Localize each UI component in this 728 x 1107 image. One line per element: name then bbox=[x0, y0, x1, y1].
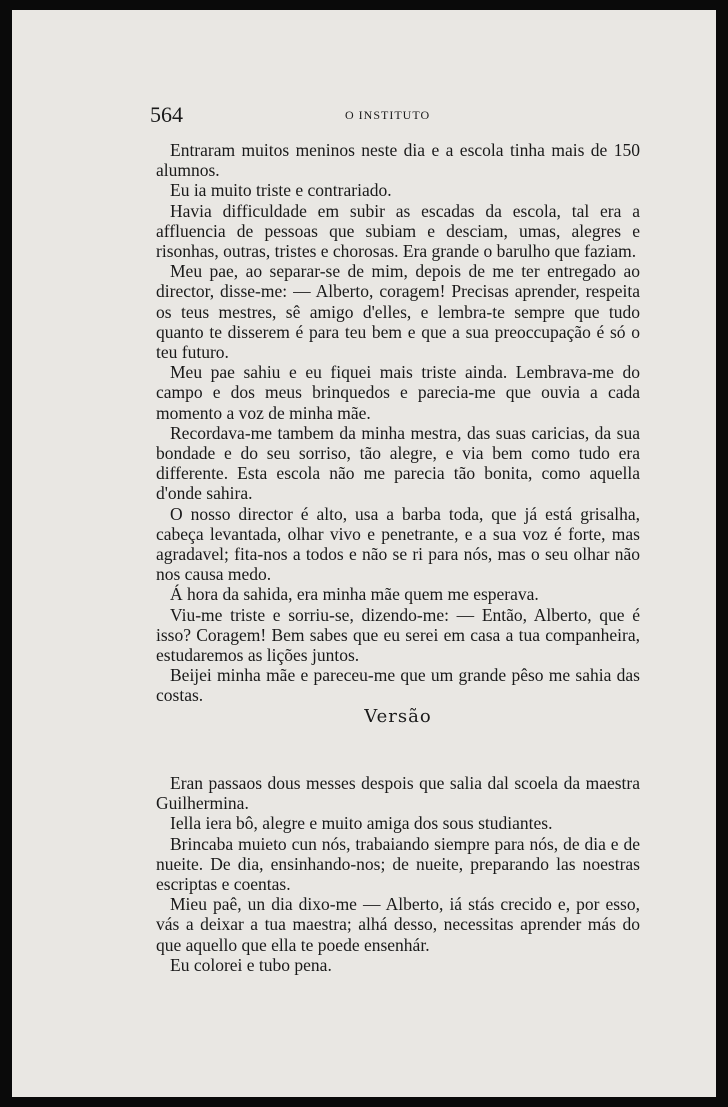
paragraph: Meu pae, ao separar-se de mim, depois de me ter entregado ao director, disse-me: — Alberto, coragem! Precisas aprender, respeita os teus mestres, sê amigo d'elles, e lembra-te sempre que tudo quanto te disserem é para teu bem e que a sua preoccupação é só o teu futuro. bbox=[156, 261, 640, 363]
paragraph: Á hora da sahida, era minha mãe quem me esperava. bbox=[170, 584, 539, 605]
page-header bbox=[150, 102, 634, 130]
page-number: 564 bbox=[150, 102, 183, 127]
section-title: Versão bbox=[364, 706, 432, 727]
paragraph: Recordava-me tambem da minha mestra, das suas caricias, da sua bondade e do seu sorriso, tão alegre, e via bem como tudo era differente. Esta escola não me parecia tão bonita, como aquella d'onde sahira. bbox=[156, 422, 640, 504]
paragraph: Viu-me triste e sorriu-se, dizendo-me: — Então, Alberto, que é isso? Coragem! Bem sabes que eu serei em casa a tua companheira, estudaremos as lições juntos. bbox=[156, 604, 640, 666]
paragraph: Eu ia muito triste e contrariado. bbox=[170, 180, 392, 201]
book-page bbox=[12, 10, 716, 1097]
mirandese-text bbox=[156, 773, 640, 975]
paragraph: Havia difficuldade em subir as escadas da escola, tal era a affluencia de pessoas que subiam e desciam, umas, alegres e risonhas, outras, tristes e chorosas. Era grande o barulho que faziam. bbox=[156, 200, 640, 262]
paragraph: O nosso director é alto, usa a barba toda, que já está grisalha, cabeça levantada, olhar vivo e penetrante, e a sua voz é forte, mas agradavel; fita-nos a todos e não se ri para nós, mas o seu olhar não nos causa medo. bbox=[156, 503, 640, 585]
paragraph: Entraram muitos meninos neste dia e a escola tinha mais de 150 alumnos. bbox=[156, 140, 640, 181]
paragraph: Brincaba muieto cun nós, trabaiando siempre para nós, de dia e de nueite. De dia, ensinhando-nos; de nueite, preparando las noestras escriptas e coentas. bbox=[156, 833, 640, 895]
paragraph: Meu pae sahiu e eu fiquei mais triste ainda. Lembrava-me do campo e dos meus brinquedos e parecia-me que ouvia a cada momento a voz de minha mãe. bbox=[156, 362, 640, 423]
paragraph: Beijei minha mãe e pareceu-me que um grande pêso me sahia das costas. bbox=[156, 665, 640, 706]
running-title: O INSTITUTO bbox=[345, 108, 431, 122]
paragraph: Eran passaos dous messes despois que salia dal scoela da maestra Guilhermina. bbox=[156, 773, 640, 814]
paragraph: Mieu paê, un dia dixo-me — Alberto, iá stás crecido e, por esso, vás a deixar a tua maestra; alhá desso, necessitas aprender más do que aquello que ella te poede ensenhár. bbox=[156, 894, 640, 955]
paragraph: Eu colorei e tubo pena. bbox=[170, 954, 332, 975]
portuguese-text bbox=[156, 140, 640, 706]
paragraph: Iella iera bô, alegre e muito amiga dos sous studiantes. bbox=[170, 813, 553, 834]
